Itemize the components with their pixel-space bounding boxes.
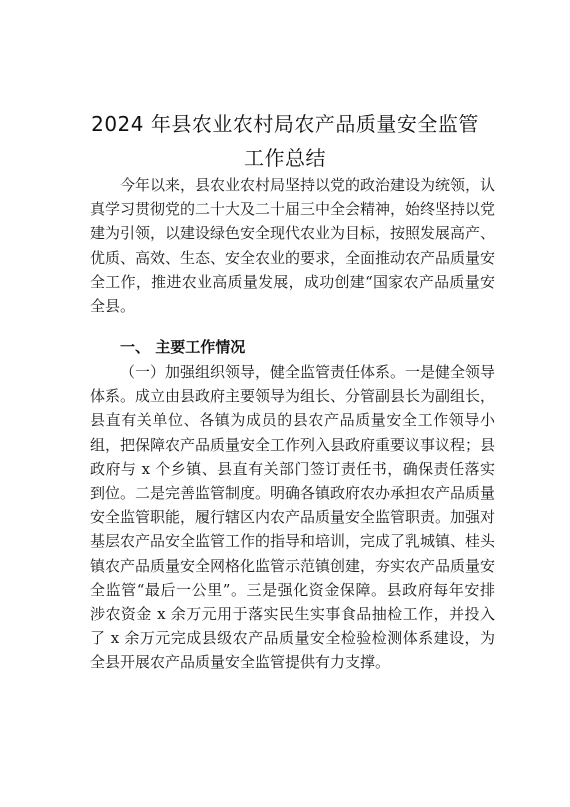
intro-paragraph: 今年以来，县农业农村局坚持以党的政治建设为统领，认真学习贯彻党的二十大及二十届三中全会精神，始终坚持以党建为引领，以建设绿色安全现代农业为目标，按照发展高产、优质、高效、生态、安全农业的要求，全面推动农产品质量安全工作，推进农业高质量发展，成功创建“国家农产品质量安全县。 bbox=[90, 176, 496, 316]
section-paragraph-organization: （一）加强组织领导，健全监管责任体系。一是健全领导体系。成立由县政府主要领导为组长、分管副县长为副组长，县直有关单位、各镇为成员的县农产品质量安全工作领导小组，把保障农产品质量安全工作列入县政府重要议事议程；县政府与 x 个乡镇、县直有关部门签订责任书，确保责任落实到位。二是完善监管制度。明确各镇政府农办承担农产品质量安全监管职能，履行辖区内农产品质量安全监管职责。加强对基层农产品安全监管工作的指导和培训，完成了乳城镇、桂头镇农产品质量安全网格化监管示范镇创建，夯实农产品质量安全监管“最后一公里”。三是强化资金保障。县政府每年安排涉农资金 x 余万元用于落实民生实事食品抽检工作，并投入了 x 余万元完成县级农产品质量安全检验检测体系建设，为全县开展农产品质量安全监管提供有力支撑。 bbox=[90, 363, 496, 672]
document-title-line-1: 2024 年县农业农村局农产品质量安全监管 bbox=[91, 112, 479, 136]
document-title-line-2: 工作总结 bbox=[244, 146, 326, 170]
section-heading-main-work: 一、 主要工作情况 bbox=[120, 338, 246, 356]
